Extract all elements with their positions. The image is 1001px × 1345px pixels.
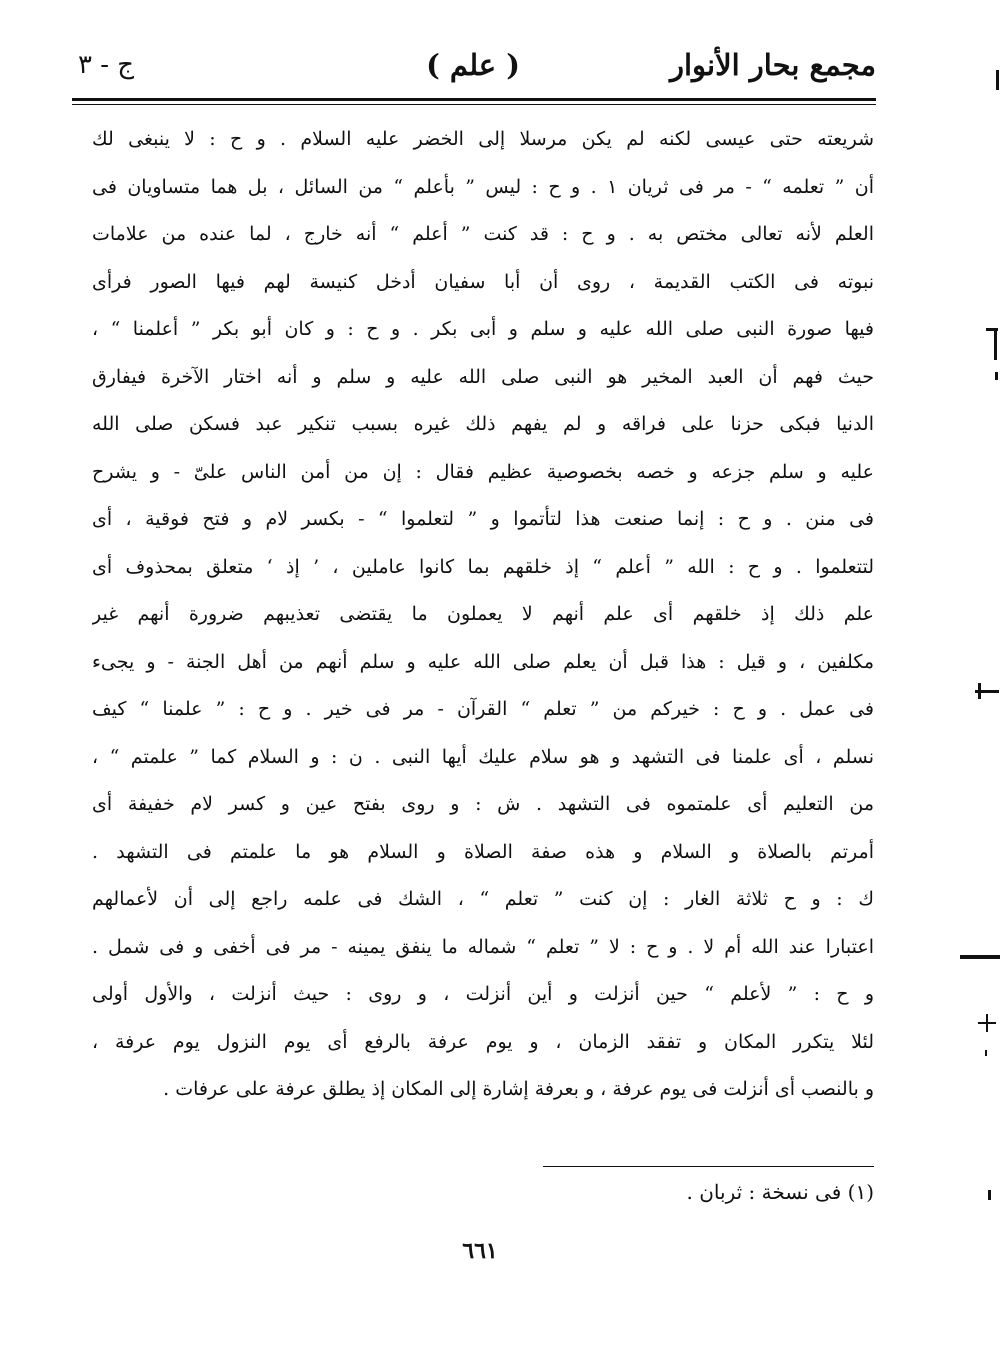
scan-edge-mark (996, 70, 999, 90)
text-line: نبوته فى الكتب القديمة ، روى أن أبا سفيان أدخل كنيسة لهم فيها الصور فرأى (92, 270, 874, 293)
text-line: علم ذلك إذ خلقهم أى علم أنهم لا يعملون ما يقتضى تعذيبهم ضرورة أنهم غير (92, 603, 874, 625)
text-line: ك : و ح ثلاثة الغار : إن كنت ” تعلم “ ، الشك فى علمه راجع إلى أن لأعمالهم (92, 888, 874, 910)
running-header (70, 46, 876, 92)
scan-edge-mark (960, 955, 1000, 959)
text-line: الدنيا فبكى حزنا على فراقه و لم يفهم ذلك غيره بسبب تنكير عبد فسكن صلى الله (92, 413, 874, 435)
text-line: شريعته حتى عيسى لكنه لم يكن مرسلا إلى الخضر عليه السلام . و ح : لا ينبغى لك (92, 128, 874, 150)
scan-edge-mark (986, 1014, 988, 1032)
body-text (92, 116, 874, 1114)
scan-edge-mark (994, 330, 997, 360)
text-line: و بالنصب أى أنزلت فى يوم عرفة ، و بعرفة إشارة إلى المكان إذ يطلق عرفة على عرفات . (163, 1078, 874, 1100)
text-line: لئلا يتكرر المكان و تفقد الزمان ، و يوم عرفة بالرفع أى يوم النزول يوم عرفة ، (92, 1030, 874, 1053)
text-line: أن ” تعلمه “ - مر فى ثريان ١ . و ح : ليس ” بأعلم “ من السائل ، بل هما متساويان فى (92, 175, 874, 198)
text-line: مكلفين ، و قيل : هذا قبل أن يعلم صلى الله عليه و سلم أنهم من أهل الجنة - و يجىء (92, 650, 874, 673)
text-line: فيها صورة النبى صلى الله عليه و سلم و أبى بكر . و ح : و كان أبو بكر ” أعلمنا “ ، (92, 318, 874, 340)
text-line: من التعليم أى علمتموه فى التشهد . ش : و روى بفتح عين و كسر لام خفيفة أى (92, 793, 874, 815)
text-line: فى عمل . و ح : خيركم من ” تعلم “ القرآن - مر فى خير . و ح : ” علمنا “ كيف (92, 698, 874, 720)
text-line: لتتعلموا . و ح : الله ” أعلم “ إذ خلقهم بما كانوا عاملين ، ’ إذ ‘ متعلق بمحذوف أى (92, 555, 874, 578)
text-line: العلم لأنه تعالى مختص به . و ح : قد كنت ” أعلم “ أنه خارج ، لما عنده من علامات (92, 223, 874, 245)
scan-edge-mark (985, 1050, 987, 1056)
header-rule-thick (72, 98, 876, 101)
scan-edge-mark (988, 1190, 991, 1200)
footnote: (١) فى نسخة : ثربان . (686, 1180, 874, 1204)
entry-word: ( علم ) (426, 48, 520, 82)
footnote-rule (543, 1166, 874, 1167)
header-rule-thin (72, 104, 876, 105)
scan-edge-mark (978, 683, 981, 699)
book-title: مجمع بحار الأنوار (670, 48, 876, 82)
text-line: أمرتم بالصلاة و السلام و هذه صفة الصلاة و السلام هو ما علمتم فى التشهد . (92, 840, 874, 863)
text-line: حيث فهم أن العبد المخير هو النبى صلى الله عليه و سلم و أنه اختار الآخرة فيفارق (92, 365, 874, 388)
text-line: نسلم ، أى علمنا فى التشهد و هو سلام عليك أيها النبى . ن : و السلام كما ” علمتم “ ، (92, 745, 874, 768)
text-line: و ح : ” لأعلم “ حين أنزلت و أين أنزلت ، و روى : حيث أنزلت ، والأول أولى (92, 983, 874, 1005)
scan-edge-mark (995, 372, 998, 380)
text-line: اعتبارا عند الله أم لا . و ح : لا ” تعلم “ شماله ما ينفق يمينه - مر فى أخفى و فى شمل . (92, 935, 874, 958)
volume-label: ج - ٣ (78, 50, 135, 80)
text-line: فى منن . و ح : إنما صنعت هذا لتأتموا و ” لتعلموا “ - بكسر لام و فتح فوقية ، أى (92, 508, 874, 530)
page-number: ٦٦١ (462, 1238, 498, 1264)
text-line: عليه و سلم جزعه و خصه بخصوصية عظيم فقال : إن من أمن الناس علىّ - و يشرح (92, 460, 874, 483)
